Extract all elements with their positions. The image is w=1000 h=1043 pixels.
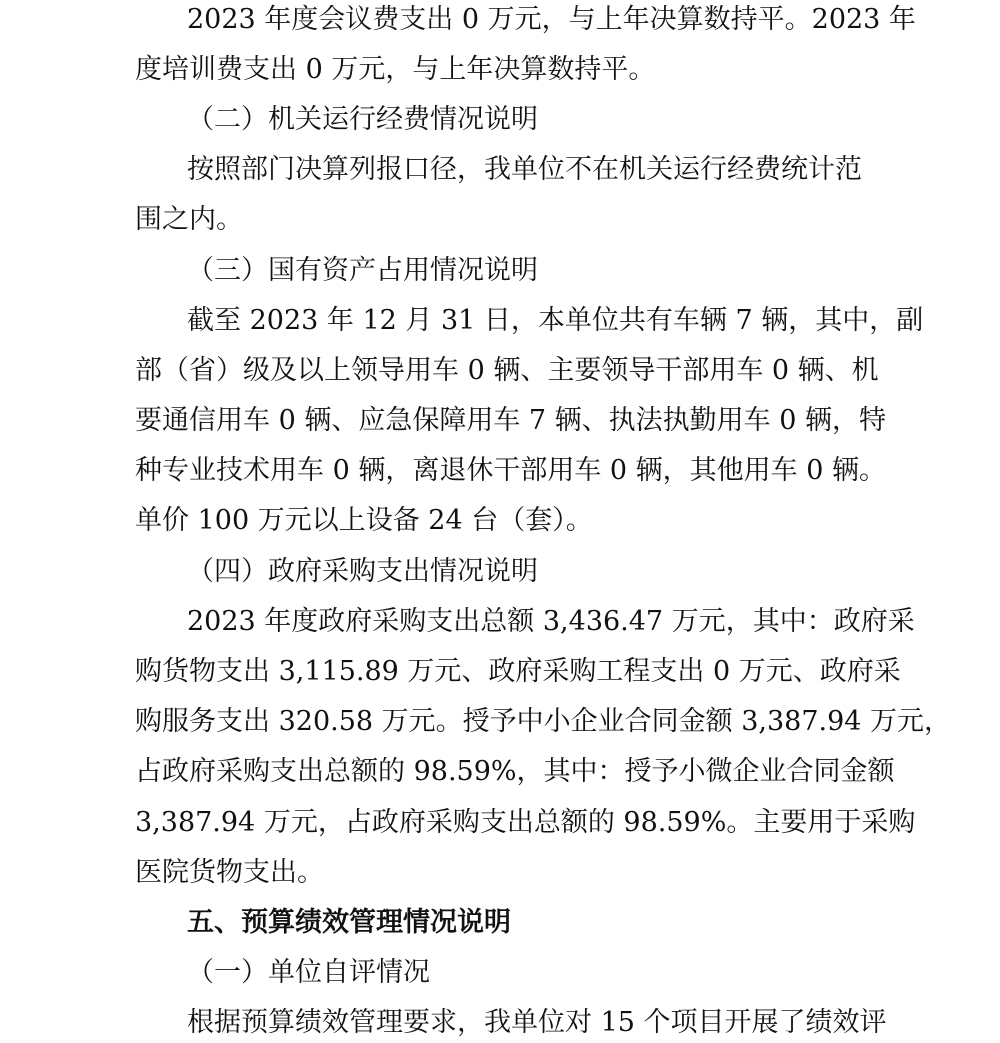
paragraph-line: 3,387.94 万元，占政府采购支出总额的 98.59%。主要用于采购 [135, 807, 916, 838]
paragraph-line: 医院货物支出。 [135, 857, 324, 888]
paragraph-line: 围之内。 [135, 204, 243, 235]
section-heading-3: （三）国有资产占用情况说明 [187, 255, 538, 286]
section-title-5: 五、预算绩效管理情况说明 [187, 907, 511, 938]
paragraph-line: 单价 100 万元以上设备 24 台（套）。 [135, 505, 593, 536]
paragraph-line: 2023 年度会议费支出 0 万元，与上年决算数持平。2023 年 [187, 4, 916, 35]
paragraph-line: 按照部门决算列报口径，我单位不在机关运行经费统计范 [187, 154, 862, 185]
paragraph-line: 购服务支出 320.58 万元。授予中小企业合同金额 3,387.94 万元， [135, 706, 952, 737]
section-heading-2: （二）机关运行经费情况说明 [187, 104, 538, 135]
paragraph-line: 度培训费支出 0 万元，与上年决算数持平。 [135, 54, 656, 85]
paragraph-line: 占政府采购支出总额的 98.59%，其中：授予小微企业合同金额 [135, 756, 895, 787]
section-heading-5-1: （一）单位自评情况 [187, 957, 430, 988]
section-heading-4: （四）政府采购支出情况说明 [187, 556, 538, 587]
paragraph-line: 要通信用车 0 辆、应急保障用车 7 辆、执法执勤用车 0 辆，特 [135, 405, 887, 436]
paragraph-line: 2023 年度政府采购支出总额 3,436.47 万元，其中：政府采 [187, 606, 915, 637]
paragraph-line: 根据预算绩效管理要求，我单位对 15 个项目开展了绩效评 [187, 1007, 887, 1038]
paragraph-line: 截至 2023 年 12 月 31 日，本单位共有车辆 7 辆，其中，副 [187, 305, 924, 336]
paragraph-line: 购货物支出 3,115.89 万元、政府采购工程支出 0 万元、政府采 [135, 656, 901, 687]
paragraph-line: 部（省）级及以上领导用车 0 辆、主要领导干部用车 0 辆、机 [135, 355, 879, 386]
paragraph-line: 种专业技术用车 0 辆，离退休干部用车 0 辆，其他用车 0 辆。 [135, 455, 887, 486]
